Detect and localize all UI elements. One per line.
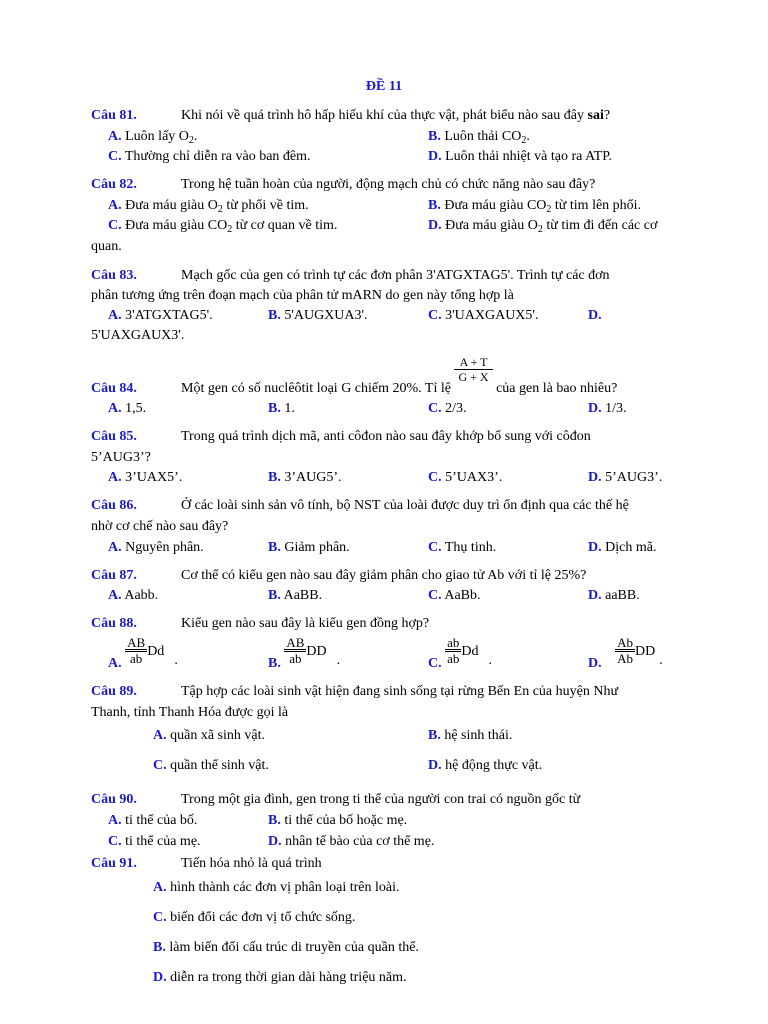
q91-question: Tiến hóa nhỏ là quá trình xyxy=(181,856,322,871)
q90-option-d[interactable]: D. nhân tế bào của cơ thể mẹ. xyxy=(268,834,435,849)
q81-number: Câu 81. xyxy=(91,108,137,123)
q82-option-b[interactable]: B. Đưa máu giàu $CO_2$ từ tim lên phổi. xyxy=(428,198,642,215)
q86-option-b[interactable]: B. Giảm phân. xyxy=(268,540,350,555)
q81-option-d[interactable]: D. Luôn thải nhiệt và tạo ra ATP. xyxy=(428,149,612,164)
q85-question: Trong quá trình dịch mã, anti côđon nào sau đây khớp bổ sung với côđon xyxy=(181,429,591,444)
q86-number: Câu 86. xyxy=(91,498,137,513)
q81-option-c[interactable]: C. Thường chỉ diễn ra vào ban đêm. xyxy=(108,149,311,164)
q84-question: Một gen có số nuclêôtit loại G chiếm 20%. Tỉ lệ $\frac{A + T}{G + X}$ của gen là bao nhiêu? xyxy=(181,355,618,396)
q84-option-b[interactable]: B. 1. xyxy=(268,401,295,416)
q84-ratio-fraction: $\frac{A + T}{G + X}$ xyxy=(454,355,492,384)
q89-question: Tập hợp các loài sinh vật hiện đang sinh sống tại rừng Bến En của huyện Như xyxy=(181,684,619,699)
q87-option-b[interactable]: B. AaBB. xyxy=(268,588,323,603)
q83-option-b[interactable]: B. 5'AUGXUA3'. xyxy=(268,308,368,323)
q87-number: Câu 87. xyxy=(91,568,137,583)
q90-option-a[interactable]: A. ti thể của bố. xyxy=(108,813,198,828)
q81-option-b[interactable]: B. Luôn thải $CO_2$. xyxy=(428,129,530,146)
q82-number: Câu 82. xyxy=(91,177,137,192)
q86-option-a[interactable]: A. Nguyên phân. xyxy=(108,540,204,555)
q91-option-d[interactable]: D. diễn ra trong thời gian dài hàng triệu năm. xyxy=(153,970,407,985)
q91-option-c[interactable]: C. biến đổi các đơn vị tổ chức sống. xyxy=(153,910,356,925)
q86-question: Ở các loài sinh sản vô tính, bộ NST của loài được duy trì ổn định qua các thế hệ xyxy=(181,498,629,513)
q86-question-continued: nhờ cơ chế nào sau đây? xyxy=(91,519,229,534)
q89-question-continued: Thanh, tỉnh Thanh Hóa được gọi là xyxy=(91,705,289,720)
q83-number: Câu 83. xyxy=(91,268,137,283)
q88-c-genotype: $\frac{ab}{ab}$ xyxy=(447,635,460,666)
q87-option-c[interactable]: C. AaBb. xyxy=(428,588,481,603)
q85-option-b[interactable]: B. 3’AUG5’. xyxy=(268,470,342,485)
q85-option-d[interactable]: D. 5’AUG3’. xyxy=(588,470,663,485)
q88-d-genotype: $\frac{Ab}{Ab}$ xyxy=(617,635,634,666)
q89-option-b[interactable]: B. hệ sinh thái. xyxy=(428,728,513,743)
q90-number: Câu 90. xyxy=(91,792,137,807)
q82-option-a[interactable]: A. Đưa máu giàu $O_2$ từ phổi về tim. xyxy=(108,198,309,215)
q87-question: Cơ thể có kiểu gen nào sau đây giảm phân cho giao tử Ab với tỉ lệ 25%? xyxy=(181,568,587,583)
q83-option-d-label[interactable]: D. xyxy=(588,308,602,323)
q81-option-a[interactable]: A. Luôn lấy $O_2$. xyxy=(108,129,198,146)
q85-question-continued: 5’AUG3’? xyxy=(91,450,151,465)
q91-option-b[interactable]: B. làm biến đổi cấu trúc di truyền của quần thể. xyxy=(153,940,419,955)
q86-option-c[interactable]: C. Thụ tinh. xyxy=(428,540,497,555)
q88-option-a[interactable]: A. $\frac{AB}{ab}$ Dd. xyxy=(108,635,178,671)
q90-question: Trong một gia đình, gen trong ti thể của người con trai có nguồn gốc từ xyxy=(181,792,581,807)
q84-option-c[interactable]: C. 2/3. xyxy=(428,401,467,416)
q83-option-d[interactable]: 5'UAXGAUX3'. xyxy=(91,328,185,343)
q91-number: Câu 91. xyxy=(91,856,137,871)
q88-option-b[interactable]: B. $\frac{AB}{ab}$ DD. xyxy=(268,635,341,671)
q87-option-d[interactable]: D. aaBB. xyxy=(588,588,640,603)
q82-option-c[interactable]: C. Đưa máu giàu $CO_2$ từ cơ quan về tim. xyxy=(108,218,338,235)
q84-option-d[interactable]: D. 1/3. xyxy=(588,401,627,416)
q86-option-d[interactable]: D. Dịch mã. xyxy=(588,540,657,555)
q88-number: Câu 88. xyxy=(91,616,137,631)
q87-option-a[interactable]: A. Aabb. xyxy=(108,588,159,603)
q90-option-b[interactable]: B. ti thể của bố hoặc mẹ. xyxy=(268,813,408,828)
q89-option-a[interactable]: A. quần xã sinh vật. xyxy=(153,728,265,743)
q82-option-d[interactable]: D. Đưa máu giàu $O_2$ từ tim đi đến các cơ xyxy=(428,218,658,235)
q88-option-c[interactable]: C. $\frac{ab}{ab}$ Dd. xyxy=(428,635,493,671)
q83-question: Mạch gốc của gen có trình tự các đơn phân 3'ATGXTAG5'. Trình tự các đơn xyxy=(181,268,610,283)
q84-option-a[interactable]: A. 1,5. xyxy=(108,401,147,416)
q83-question-continued: phân tương ứng trên đoạn mạch của phân tử mARN do gen này tổng hợp là xyxy=(91,288,514,303)
q91-option-a[interactable]: A. hình thành các đơn vị phân loại trên loài. xyxy=(153,880,400,895)
q90-option-c[interactable]: C. ti thể của mẹ. xyxy=(108,834,201,849)
q88-b-genotype: $\frac{AB}{ab}$ xyxy=(286,635,305,666)
q85-option-c[interactable]: C. 5’UAX3’. xyxy=(428,470,503,485)
exam-title: ĐỀ 11 xyxy=(365,79,403,94)
q85-option-a[interactable]: A. 3’UAX5’. xyxy=(108,470,183,485)
q82-question: Trong hệ tuần hoàn của người, động mạch chủ có chức năng nào sau đây? xyxy=(181,177,596,192)
q83-option-c[interactable]: C. 3'UAXGAUX5'. xyxy=(428,308,539,323)
q85-number: Câu 85. xyxy=(91,429,137,444)
q89-option-d[interactable]: D. hệ động thực vật. xyxy=(428,758,543,773)
q88-a-genotype: $\frac{AB}{ab}$ xyxy=(127,635,146,666)
q81-question: Khi nói về quá trình hô hấp hiếu khí của thực vật, phát biểu nào sau đây sai? xyxy=(181,108,611,123)
q83-option-a[interactable]: A. 3'ATGXTAG5'. xyxy=(108,308,213,323)
q89-number: Câu 89. xyxy=(91,684,137,699)
q88-question: Kiểu gen nào sau đây là kiểu gen đồng hợp? xyxy=(181,616,430,631)
q82-option-d-continued: quan. xyxy=(91,239,122,254)
q88-option-d[interactable]: D. $\frac{Ab}{Ab}$ DD. xyxy=(588,635,663,671)
q84-number: Câu 84. xyxy=(91,381,137,396)
q89-option-c[interactable]: C. quần thể sinh vật. xyxy=(153,758,269,773)
